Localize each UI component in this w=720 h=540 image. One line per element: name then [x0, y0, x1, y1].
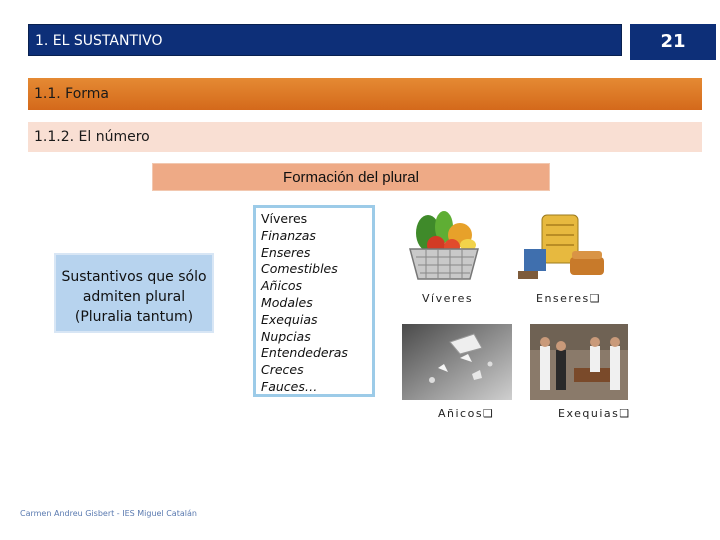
slide-title-box — [152, 163, 550, 191]
word-item: Fauces… — [261, 378, 318, 394]
food-basket-icon — [398, 205, 490, 287]
word-item: Víveres — [261, 211, 308, 226]
broken-pieces-icon — [402, 324, 512, 400]
word-item: Nupcias — [261, 328, 311, 344]
furniture-icon — [512, 205, 608, 287]
word-item: Exequias — [261, 311, 318, 327]
pluralia-line-3: (Pluralia tantum) — [74, 309, 194, 325]
word-item: Creces — [261, 362, 304, 378]
caption-enseres: Enseres❑ — [536, 292, 602, 305]
pluralia-line-2: admiten plural — [82, 289, 186, 305]
pluralia-line-1: Sustantivos que sólo — [61, 269, 207, 285]
word-item: Enseres — [261, 244, 311, 260]
word-list-box — [253, 205, 375, 397]
subsection-title: 1.1. Forma — [34, 86, 110, 102]
subsubsection-bar — [28, 122, 702, 152]
word-item: Finanzas — [261, 227, 316, 243]
section-title: 1. EL SUSTANTIVO — [35, 33, 163, 49]
caption-viveres: Víveres — [422, 292, 474, 305]
caption-exequias: Exequias❑ — [558, 407, 631, 420]
word-item: Añicos — [261, 278, 302, 294]
slide-title: Formación del plural — [283, 169, 419, 186]
word-item: Modales — [261, 294, 313, 310]
funeral-icon — [530, 324, 628, 400]
page-number: 21 — [630, 24, 716, 60]
section-header-bar — [28, 24, 622, 56]
subsubsection-title: 1.1.2. El número — [34, 129, 150, 145]
word-item: Comestibles — [261, 261, 338, 277]
word-item: Entendederas — [261, 345, 348, 361]
caption-anicos: Añicos❑ — [438, 407, 495, 420]
pluralia-tantum-box — [54, 253, 214, 333]
subsection-bar — [28, 78, 702, 110]
footer-credit: Carmen Andreu Gisbert - IES Miguel Catalán — [20, 509, 197, 518]
